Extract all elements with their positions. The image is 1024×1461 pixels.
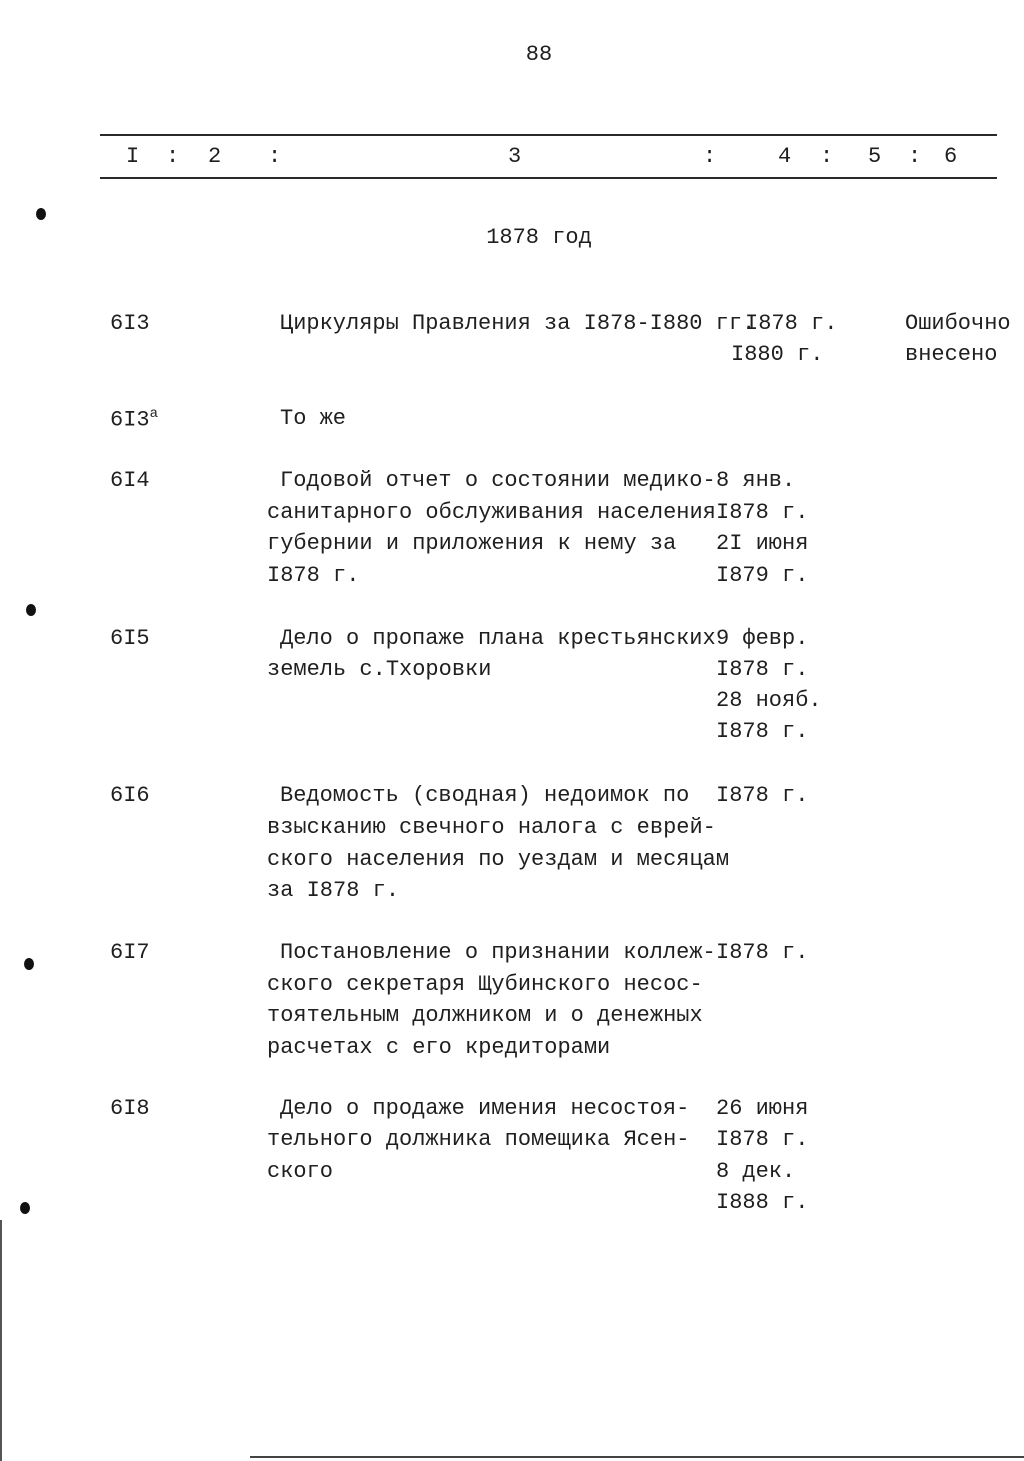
entry-title-line: Ведомость (сводная) недоимок по [280, 783, 690, 808]
entry-title-line: I878 г. [267, 563, 360, 588]
entry-date-line: I878 г. [716, 783, 809, 808]
entry-title-line: взысканию свечного налога с еврей- [267, 815, 716, 840]
entry-date-line: I878 г. [716, 500, 809, 525]
entry-date-line: 9 февр. [716, 626, 809, 651]
entry-title-line: расчетах с его кредиторами [267, 1035, 611, 1060]
entry-date-line: I878 г. [716, 940, 809, 965]
entry-title-line: санитарного обслуживания населения [267, 500, 716, 525]
entry-number: 6I4 [110, 468, 150, 493]
entry-title-line: тоятельным должником и о денежных [267, 1003, 703, 1028]
column-header-3: 3 [508, 144, 522, 169]
entry-date-line: I880 г. [731, 342, 824, 367]
entry-title-line: тельного должника помещика Ясен- [267, 1127, 690, 1152]
entry-number-main: 6I3 [110, 407, 150, 433]
column-separator: : [703, 144, 717, 169]
column-separator: : [268, 144, 282, 169]
entry-date-line: 8 дек. [716, 1159, 796, 1184]
entry-date-line: 28 нояб. [716, 688, 822, 713]
entry-title-line: Циркуляры Правления за I878-I880 гг. [280, 311, 756, 336]
entry-number: 6I6 [110, 783, 150, 808]
entry-date-line: I888 г. [716, 1190, 809, 1215]
entry-date-line: 8 янв. [716, 468, 796, 493]
punch-hole-mark [26, 604, 36, 616]
entry-date-line: I878 г. [745, 311, 838, 336]
column-separator: : [166, 144, 180, 169]
column-separator: : [908, 144, 922, 169]
entry-note-line: Ошибочно [905, 311, 1011, 336]
column-header-6: 6 [944, 144, 958, 169]
entry-title-line: То же [280, 406, 347, 431]
scan-edge-line [0, 1220, 2, 1461]
entry-title-line: Постановление о признании коллеж- [280, 940, 716, 965]
punch-hole-mark [24, 958, 34, 970]
entry-number: 6I5 [110, 626, 150, 651]
column-header-4: 4 [778, 144, 792, 169]
entry-number [110, 406, 158, 432]
entry-date-line: I878 г. [716, 719, 809, 744]
entry-date-line: 2I июня [716, 531, 809, 556]
entry-title-line: Годовой отчет о состоянии медико- [280, 468, 716, 493]
page-number: 88 [525, 42, 553, 67]
punch-hole-mark [20, 1202, 30, 1214]
entry-number: 6I8 [110, 1096, 150, 1121]
entry-number: 6I7 [110, 940, 150, 965]
entry-title-line: ского секретаря Щубинского несос- [267, 972, 703, 997]
header-bottom-rule [100, 177, 997, 179]
entry-note-line: внесено [905, 342, 998, 367]
entry-title-line: губернии и приложения к нему за [267, 531, 677, 556]
entry-date-line: I879 г. [716, 563, 809, 588]
year-heading: 1878 год [486, 225, 592, 250]
column-header-2: 2 [208, 144, 222, 169]
column-header-5: 5 [868, 144, 882, 169]
scan-bottom-edge [250, 1456, 1024, 1458]
entry-title-line: за I878 г. [267, 878, 400, 903]
entry-date-line: I878 г. [716, 657, 809, 682]
entry-title-line: Дело о продаже имения несостоя- [280, 1096, 690, 1121]
entry-title-line: Дело о пропаже плана крестьянских [280, 626, 716, 651]
header-top-rule [100, 134, 997, 136]
entry-date-line: 26 июня [716, 1096, 809, 1121]
column-separator: : [820, 144, 834, 169]
punch-hole-mark [36, 208, 46, 220]
entry-date-line: I878 г. [716, 1127, 809, 1152]
entry-title-line: ского населения по уездам и месяцам [267, 847, 730, 872]
entry-number: 6I3 [110, 311, 150, 336]
column-header-1: I [126, 144, 140, 169]
entry-title-line: земель с.Тхоровки [267, 657, 492, 682]
entry-title-line: ского [267, 1159, 334, 1184]
entry-number-superscript: а [149, 406, 159, 422]
